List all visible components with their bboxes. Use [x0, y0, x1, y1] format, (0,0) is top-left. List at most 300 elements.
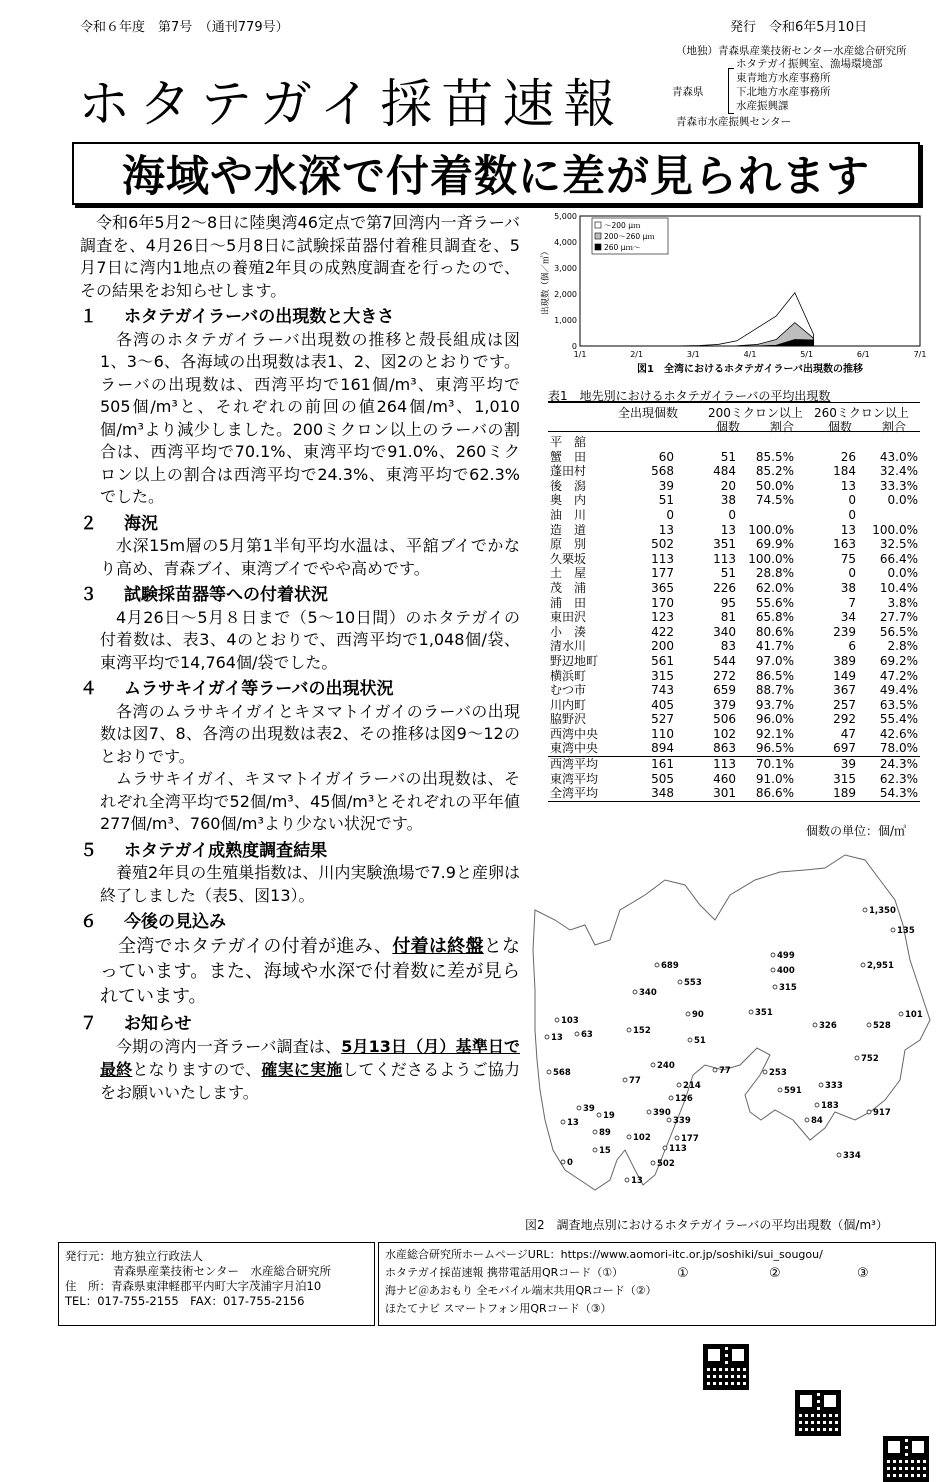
table-cell-value: 10.4%: [879, 580, 918, 595]
table-cell-value: 78.0%: [879, 741, 918, 756]
table-cell-value: 38: [840, 580, 856, 595]
table1-unit: 個数の単位：個/㎥: [806, 824, 907, 838]
section-4-body: 各湾のムラサキイガイとキヌマトイガイのラーバの出現数は図7、8、各湾の出現数は表2、その推移は図9～12のとおりです。: [100, 701, 520, 766]
table-cell-value: 51: [720, 566, 736, 581]
map-station-marker: [805, 1118, 809, 1122]
table-cell-value: 506: [713, 712, 736, 727]
table-cell-value: [858, 435, 920, 450]
table-row: [548, 786, 920, 801]
map-station-label: 13: [551, 1033, 563, 1043]
table-cell-value: 86.6%: [755, 786, 794, 801]
table-cell-value: 32.4%: [879, 464, 918, 479]
table-cell-value: 56.5%: [879, 624, 918, 639]
table-cell-value: 163: [833, 537, 856, 552]
section-4-heading: ４ ムラサキイガイ等ラーバの出現状況: [80, 679, 394, 699]
map-station-marker: [577, 1106, 581, 1110]
table-cell-location: 脇野沢: [550, 712, 587, 727]
table-cell-value: 85.2%: [755, 464, 794, 479]
table-cell-value: 92.1%: [755, 726, 794, 741]
chart-x-tick-label: 3/1: [686, 350, 700, 359]
table-cell-value: 20: [720, 478, 736, 493]
table-cell-value: 863: [713, 741, 736, 756]
figure1-chart: [538, 208, 938, 388]
table-cell-value: 460: [713, 771, 736, 786]
table1-sub-count-200: 個数: [716, 420, 741, 434]
map-station-label: 1,350: [869, 906, 896, 916]
qr-code-3[interactable]: [883, 1436, 929, 1482]
org-line-1: （地独）青森県産業技術センター水産総合研究所: [676, 45, 907, 57]
table-cell-value: 66.4%: [879, 551, 918, 566]
chart-x-tick-label: 1/1: [573, 350, 587, 359]
section-2-heading: ２ 海況: [80, 513, 158, 534]
table-row: [548, 566, 920, 581]
table-cell-value: 13: [840, 522, 856, 537]
section-4-body-2: ムラサキイガイ、キヌマトイガイラーバの出現数は、それぞれ全湾平均で52個/m³、45個/m³とそれぞれの平年値277個/m³、760個/m³より少ない状況です。: [100, 769, 520, 833]
table-cell-location: 奥 内: [550, 493, 587, 508]
map-station-marker: [667, 1118, 671, 1122]
table-cell-location: 東湾平均: [550, 771, 599, 786]
section-5-heading: ５ ホタテガイ成熟度調査結果: [80, 840, 328, 861]
table-cell-value: 544: [713, 653, 736, 668]
map-station-marker: [561, 1160, 565, 1164]
table-cell-value: 743: [651, 683, 674, 698]
map-station-label: 240: [657, 1061, 675, 1071]
table1-title: 表1 地先別におけるホタテガイラーバの平均出現数: [548, 389, 831, 403]
table-cell-value: 502: [651, 537, 674, 552]
table-cell-location: 土 屋: [550, 566, 587, 581]
table-row: [548, 508, 920, 523]
table-cell-value: 149: [833, 668, 856, 683]
table-cell-value: 75: [840, 551, 856, 566]
map-station-label: 502: [657, 1159, 675, 1169]
qr3-number: ③: [857, 1266, 869, 1281]
table-row: [548, 654, 920, 669]
map-station-label: 103: [561, 1016, 579, 1026]
table-cell-value: 3.8%: [887, 595, 918, 610]
map-station-label: 63: [581, 1030, 593, 1040]
table-cell-value: 34: [840, 610, 856, 625]
map-station-marker: [651, 1161, 655, 1165]
org-bracket: [728, 68, 734, 114]
table-cell-value: 0: [848, 566, 856, 581]
table-cell-location: 野辺地町: [550, 653, 599, 668]
org-line-5: 水産振興課: [736, 100, 789, 112]
table-cell-value: 33.3%: [879, 478, 918, 493]
table-cell-value: 226: [713, 580, 736, 595]
table-cell-value: 55.6%: [755, 595, 794, 610]
table-cell-value: 0: [728, 507, 736, 522]
table-cell-value: 0.0%: [887, 493, 918, 508]
table-cell-value: 315: [651, 668, 674, 683]
table-cell-value: 81: [720, 610, 736, 625]
table-cell-value: 26: [840, 449, 856, 464]
table-cell-location: 久栗坂: [550, 551, 587, 566]
table-cell-value: 47: [840, 726, 856, 741]
figure2-map: [525, 850, 935, 1210]
org-line-2: ホタテガイ振興室、漁場環境部: [736, 58, 883, 70]
qr-code-2[interactable]: [795, 1390, 841, 1436]
article-body: [80, 212, 520, 1104]
table-cell-value: 697: [833, 741, 856, 756]
table-cell-value: 340: [713, 624, 736, 639]
map-station-marker: [677, 1083, 681, 1087]
table-cell-value: 113: [651, 551, 674, 566]
table-cell-value: 62.3%: [879, 771, 918, 786]
table-row: [548, 639, 920, 654]
table-cell-value: [858, 508, 920, 523]
chart-x-tick-label: 4/1: [743, 350, 757, 359]
map-station-marker: [815, 1103, 819, 1107]
table-cell-value: 50.0%: [755, 478, 794, 493]
section-1-heading: １ ホタテガイラーバの出現数と大きさ: [80, 307, 395, 327]
map-station-marker: [651, 1063, 655, 1067]
chart-y-tick-label: 3,000: [554, 264, 577, 273]
section-6-body: 全湾でホタテガイの付着が進み、付着は終盤となっています。また、海域や水深で付着数に差が見られています。: [100, 935, 521, 1007]
table-cell-location: むつ市: [550, 683, 587, 698]
map-station-label: 77: [719, 1066, 731, 1076]
footer-tel: TEL：017-755-2155 FAX：017-755-2156: [65, 1294, 305, 1308]
table-row: [548, 435, 920, 450]
headline: 海域や水深で付着数に差が見られます: [122, 152, 870, 202]
table-row: [548, 464, 920, 479]
qr-code-1[interactable]: [703, 1344, 749, 1390]
map-station-marker: [627, 1028, 631, 1032]
footer-publisher: [58, 1242, 375, 1326]
table-cell-value: 47.2%: [879, 668, 918, 683]
footer-address: 住 所：青森県東津軽郡平内町大字茂浦字月泊10: [65, 1279, 322, 1293]
table-cell-location: 横浜町: [550, 668, 587, 683]
table-cell-value: 54.3%: [879, 786, 918, 801]
section-5-body: 養殖2年貝の生殖巣指数は、川内実験漁場で7.9と産卵は終了しました（表5、図13）。: [100, 863, 520, 905]
map-station-marker: [773, 985, 777, 989]
map-station-marker: [625, 1178, 629, 1182]
table-cell-value: 86.5%: [755, 668, 794, 683]
chart-x-tick-label: 6/1: [856, 350, 870, 359]
chart-title: 図1 全湾におけるホタテガイラーバ出現数の推移: [637, 364, 863, 375]
map-station-label: 2,951: [867, 961, 894, 971]
table-cell-value: 27.7%: [879, 610, 918, 625]
table-row: [548, 537, 920, 552]
table-cell-value: 93.7%: [755, 697, 794, 712]
map-station-marker: [688, 1038, 692, 1042]
table-row: [548, 523, 920, 538]
org-pref-label: 青森県: [672, 86, 704, 98]
table-cell-location: 油 川: [550, 507, 587, 522]
issue-date: 発行 令和6年5月10日: [730, 20, 868, 35]
table-cell-location: 後 潟: [550, 478, 587, 493]
chart-y-tick-label: 1,000: [554, 316, 577, 325]
table-cell-value: 379: [713, 697, 736, 712]
table-cell-value: 348: [651, 786, 674, 801]
table-cell-value: [676, 435, 738, 450]
table-row: [548, 625, 920, 640]
map-station-marker: [655, 963, 659, 967]
map-station-marker: [861, 963, 865, 967]
table-cell-value: 113: [713, 551, 736, 566]
table-cell-location: 茂 浦: [550, 580, 587, 595]
table1-col-200: 200ミクロン以上: [708, 406, 803, 420]
section-6-heading: ６ 今後の見込み: [80, 912, 226, 932]
map-station-marker: [623, 1078, 627, 1082]
table-cell-value: 367: [833, 683, 856, 698]
table-cell-value: 39: [658, 478, 674, 493]
table-cell-value: 0: [666, 507, 674, 522]
table1-sub-ratio-200: 割合: [770, 420, 795, 434]
table-row: [548, 479, 920, 494]
footer-publisher-name: 青森県産業技術センター 水産総合研究所: [113, 1264, 332, 1278]
table1-header: [548, 402, 920, 432]
chart-legend-label: 260 μｍ～: [604, 243, 641, 252]
table-cell-value: 42.6%: [879, 726, 918, 741]
table-row: [548, 757, 920, 772]
table-cell-value: 102: [713, 726, 736, 741]
table-cell-location: 西湾中央: [550, 726, 599, 741]
table-cell-value: 63.5%: [879, 697, 918, 712]
map-station-label: 553: [684, 978, 702, 988]
table-cell-value: 301: [713, 786, 736, 801]
table-cell-value: 88.7%: [755, 683, 794, 698]
table-cell-value: 110: [651, 726, 674, 741]
table-cell-value: 83: [720, 639, 736, 654]
map-station-marker: [837, 1153, 841, 1157]
table-cell-value: 28.8%: [755, 566, 794, 581]
headline-box: [72, 142, 920, 205]
map-station-label: 334: [843, 1151, 861, 1161]
table-cell-location: 西湾平均: [550, 757, 599, 772]
chart-legend-swatch: [595, 233, 601, 239]
map-station-label: 102: [633, 1133, 651, 1143]
table-cell-location: 蟹 田: [550, 449, 587, 464]
table-cell-value: 13: [720, 522, 736, 537]
map-station-marker: [561, 1120, 565, 1124]
intro-paragraph: 令和6年5月2～8日に陸奥湾46定点で第7回湾内一斉ラーバ調査を、4月26日～5月8日に試験採苗器付着稚貝調査を、5月7日に湾内1地点の養殖2年貝の成熟度調査を行ったので、その結果をお知らせします。: [80, 213, 520, 300]
table1: [548, 435, 920, 802]
chart-x-tick-label: 2/1: [630, 350, 644, 359]
table-cell-value: 60: [658, 449, 674, 464]
map-station-label: 90: [692, 1010, 704, 1020]
table-cell-value: 189: [833, 786, 856, 801]
issue-number: 令和６年度 第7号 （通刊779号）: [80, 20, 289, 35]
table-cell-value: 527: [651, 712, 674, 727]
map-station-label: 340: [639, 988, 657, 998]
map-station-label: 528: [873, 1021, 891, 1031]
chart-y-tick-label: 0: [571, 342, 577, 351]
table1-col-260: 260ミクロン以上: [814, 406, 909, 420]
qr2-number: ②: [769, 1266, 781, 1281]
map-station-marker: [855, 1056, 859, 1060]
map-station-label: 253: [769, 1068, 787, 1078]
table-cell-value: 351: [713, 537, 736, 552]
chart-x-tick-label: 5/1: [800, 350, 814, 359]
footer-links: [378, 1242, 936, 1326]
table-cell-value: 200: [651, 639, 674, 654]
section-3-body: 4月26日～5月８日まで（5～10日間）のホタテガイの付着数は、表3、4のとおりで、西湾平均で1,048個/袋、東湾平均で14,764個/袋でした。: [100, 607, 520, 672]
map-station-label: 326: [819, 1021, 837, 1031]
table-cell-location: 全湾平均: [550, 786, 599, 801]
section-1-body: 各湾のホタテガイラーバ出現数の推移と殻長組成は図1、3～6、各海域の出現数は表1、2、図2のとおりです。ラーバの出現数は、西湾平均で161個/m³、東湾平均で505個/m³と、それぞれの前回の値264個/m³、1,010個/m³より減少しました。200ミクロン以上のラーバの割合は、西湾平均で70.1%、東湾平均で91.0%、260ミクロン以上の割合は西湾平均で24.3%、東湾平均で62.3%でした。: [100, 329, 520, 506]
table-cell-value: 184: [833, 464, 856, 479]
qr1-number: ①: [677, 1266, 689, 1281]
map-station-label: 339: [673, 1116, 691, 1126]
map-station-marker: [547, 1070, 551, 1074]
table-cell-value: 74.5%: [755, 493, 794, 508]
map-station-label: 0: [567, 1158, 573, 1168]
footer-qr1-label: ホタテガイ採苗速報 携帯電話用QRコード（①）: [385, 1266, 624, 1279]
map-station-label: 152: [633, 1026, 651, 1036]
map-station-marker: [813, 1023, 817, 1027]
map-station-marker: [545, 1035, 549, 1039]
table-cell-value: 62.0%: [755, 580, 794, 595]
map-station-marker: [647, 1110, 651, 1114]
table-cell-value: [618, 435, 676, 450]
map-station-label: 89: [599, 1128, 611, 1138]
chart-legend-label: ～200 μｍ: [604, 221, 641, 230]
map-station-label: 113: [669, 1144, 687, 1154]
table-cell-value: 13: [658, 522, 674, 537]
map-station-marker: [867, 1110, 871, 1114]
table-cell-value: 100.0%: [748, 522, 794, 537]
table-cell-value: 100.0%: [748, 551, 794, 566]
table-cell-location: 蓬田村: [550, 464, 587, 479]
table-cell-value: 39: [840, 757, 856, 772]
chart-y-tick-label: 5,000: [554, 212, 577, 221]
table-cell-value: 100.0%: [872, 522, 918, 537]
table-cell-location: 造 道: [550, 522, 587, 537]
table-cell-value: 505: [651, 771, 674, 786]
footer-qr2-label: 海ナビ＠あおもり 全モバイル端末共用QRコード（②）: [385, 1284, 657, 1297]
table-cell-value: [738, 435, 796, 450]
table-row: [548, 581, 920, 596]
map-station-label: 333: [825, 1081, 843, 1091]
section-7-heading: ７ お知らせ: [80, 1013, 192, 1034]
map-station-label: 591: [784, 1086, 802, 1096]
table-cell-value: 70.1%: [755, 757, 794, 772]
chart-y-tick-label: 4,000: [554, 238, 577, 247]
table-cell-value: 7: [848, 595, 856, 610]
map-station-marker: [593, 1148, 597, 1152]
map-station-marker: [771, 968, 775, 972]
map-station-label: 752: [861, 1054, 879, 1064]
table-cell-value: [738, 508, 796, 523]
table-row: [548, 669, 920, 684]
table-row: [548, 727, 920, 742]
table-cell-value: 365: [651, 580, 674, 595]
table-cell-location: 平 舘: [550, 435, 587, 449]
map-station-label: 39: [583, 1104, 595, 1114]
map-station-marker: [597, 1113, 601, 1117]
table-cell-location: 川内町: [550, 697, 587, 712]
chart-y-axis-label: 出現数（個／㎥）: [541, 246, 551, 316]
map-station-marker: [669, 1096, 673, 1100]
map-station-label: 183: [821, 1101, 839, 1111]
map-station-marker: [899, 1012, 903, 1016]
table-row: [548, 552, 920, 567]
map-station-label: 689: [661, 961, 679, 971]
table-cell-value: 65.8%: [755, 610, 794, 625]
map-station-marker: [819, 1083, 823, 1087]
chart-legend-swatch: [595, 222, 601, 228]
map-station-label: 177: [681, 1134, 699, 1144]
footer-qr3-label: ほたてナビ スマートフォン用QRコード（③）: [385, 1302, 612, 1315]
table-cell-location: 浦 田: [550, 595, 587, 610]
table-cell-value: 80.6%: [755, 624, 794, 639]
table-cell-value: 0: [848, 507, 856, 522]
map-station-marker: [749, 1010, 753, 1014]
map-station-marker: [678, 980, 682, 984]
map-station-label: 400: [777, 966, 795, 976]
newsletter-title: ホタテガイ採苗速報: [78, 75, 625, 135]
map-station-marker: [778, 1088, 782, 1092]
table-cell-value: 6: [848, 639, 856, 654]
table-cell-value: 315: [833, 771, 856, 786]
table-cell-value: 96.5%: [755, 741, 794, 756]
table-cell-value: 239: [833, 624, 856, 639]
section-7-body: 今期の湾内一斉ラーバ調査は、5月13日（月）基準日で最終となりますので、確実に実施してくださるようご協力をお願いいたします。: [100, 1037, 520, 1102]
table-row: [548, 493, 920, 508]
table-cell-value: 69.2%: [879, 653, 918, 668]
chart-legend-swatch: [595, 244, 601, 250]
table-cell-value: 51: [658, 493, 674, 508]
table-cell-value: 96.0%: [755, 712, 794, 727]
table-row: [548, 596, 920, 611]
map-station-label: 51: [694, 1036, 706, 1046]
table-cell-value: 85.5%: [755, 449, 794, 464]
map-station-label: 499: [777, 951, 795, 961]
table-cell-value: [796, 435, 858, 450]
table-cell-value: 0.0%: [887, 566, 918, 581]
map-station-marker: [763, 1070, 767, 1074]
table-cell-value: 13: [840, 478, 856, 493]
chart-legend-label: 200～260 μｍ: [604, 232, 655, 241]
table-cell-value: 41.7%: [755, 639, 794, 654]
map-station-marker: [771, 953, 775, 957]
table-cell-value: 51: [720, 449, 736, 464]
table-row: [548, 772, 920, 787]
table-cell-value: 69.9%: [755, 537, 794, 552]
table-row: [548, 610, 920, 625]
table1-sub-count-260: 個数: [828, 420, 853, 434]
table-cell-value: 49.4%: [879, 683, 918, 698]
map-station-label: 214: [683, 1081, 701, 1091]
map-station-label: 13: [567, 1118, 579, 1128]
table-row: [548, 741, 920, 756]
table-cell-value: 422: [651, 624, 674, 639]
map-station-label: 101: [905, 1010, 923, 1020]
map-station-label: 84: [811, 1116, 823, 1126]
table-cell-value: 272: [713, 668, 736, 683]
table-row: [548, 683, 920, 698]
table-cell-value: 123: [651, 610, 674, 625]
table-cell-value: 659: [713, 683, 736, 698]
map-station-marker: [891, 928, 895, 932]
table-cell-location: 東田沢: [550, 610, 587, 625]
table-row: [548, 450, 920, 465]
map-station-marker: [863, 908, 867, 912]
org-line-6: 青森市水産振興センター: [676, 116, 792, 128]
map-station-marker: [555, 1018, 559, 1022]
map-station-marker: [575, 1032, 579, 1036]
map-station-marker: [686, 1012, 690, 1016]
map-station-label: 315: [779, 983, 797, 993]
figure2-caption: 図2 調査地点別におけるホタテガイラーバの平均出現数（個/m³）: [525, 1218, 888, 1232]
map-station-label: 19: [603, 1111, 615, 1121]
footer-url[interactable]: 水産総合研究所ホームページURL：https://www.aomori-itc.or.jp/soshiki/sui_sougou/: [385, 1248, 823, 1261]
map-station-marker: [593, 1130, 597, 1134]
table-cell-value: 95: [720, 595, 736, 610]
org-line-3: 東青地方水産事務所: [736, 72, 831, 84]
table-cell-value: 91.0%: [755, 771, 794, 786]
table-cell-value: 568: [651, 464, 674, 479]
